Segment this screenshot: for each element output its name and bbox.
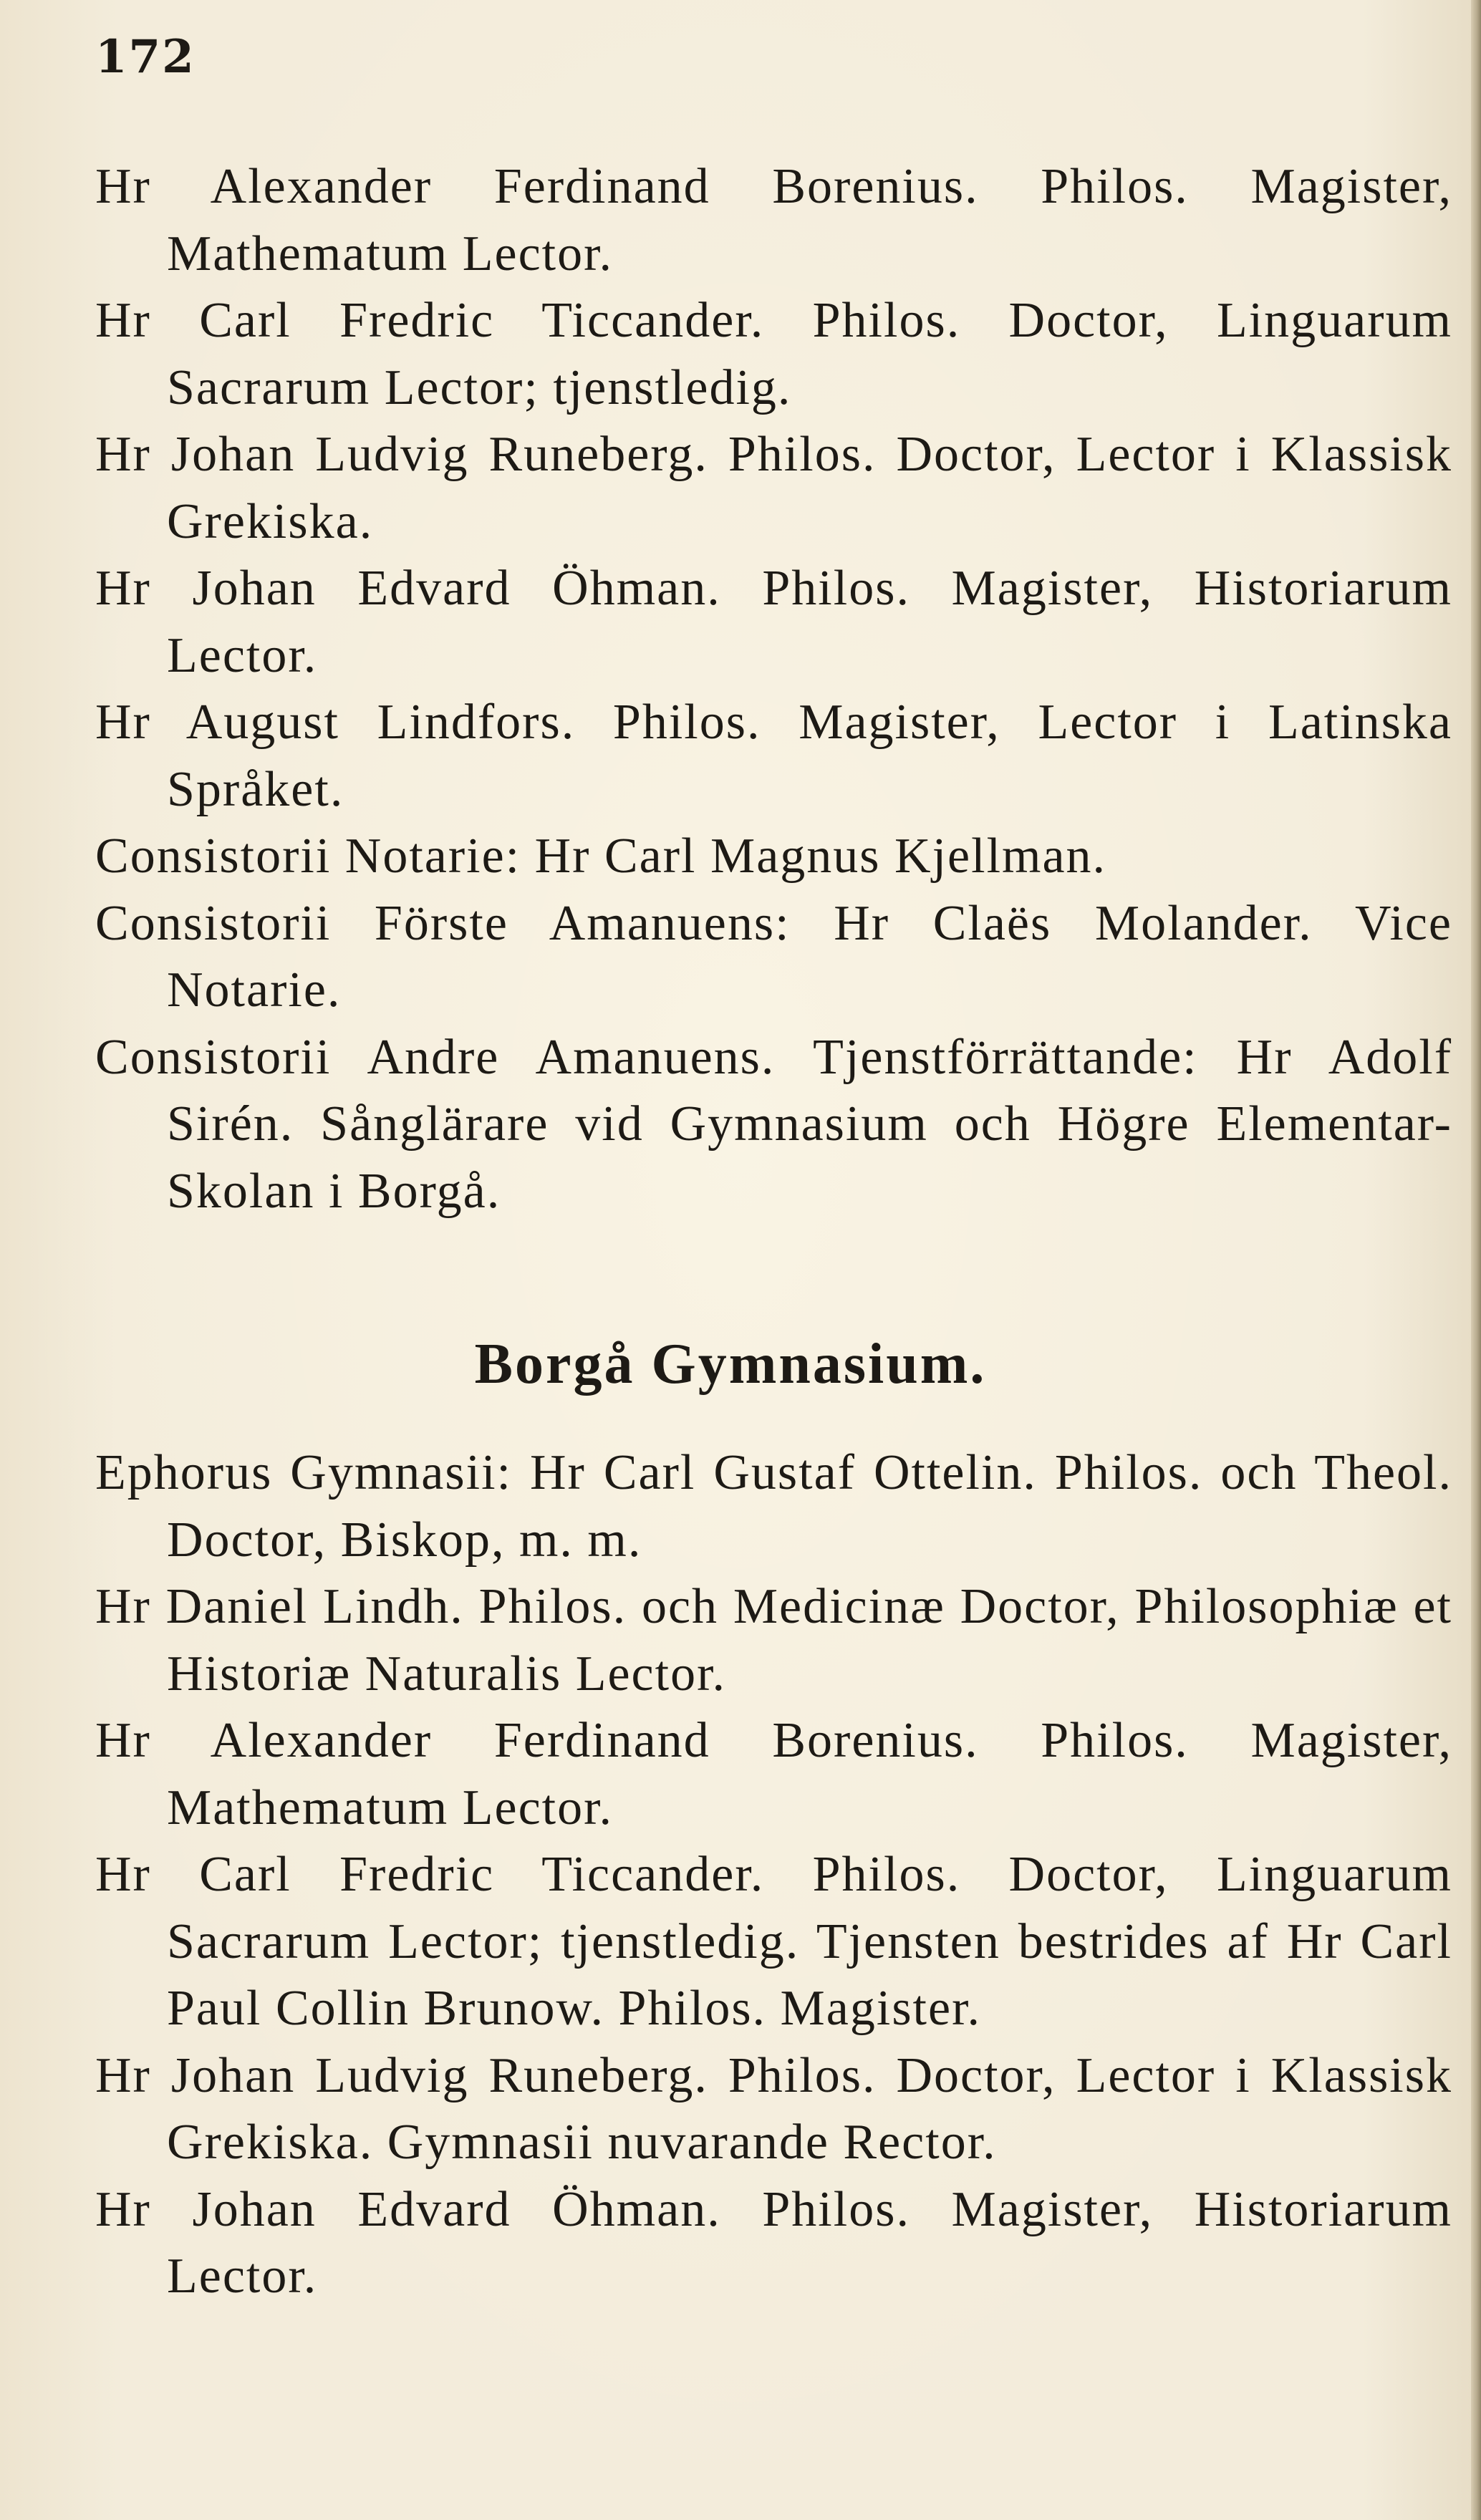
gymnasium-entry-ticcander: Hr Carl Fredric Ticcander. Philos. Doctor, Linguarum Sacrarum Lector; tjenstledig. Tjensten bestrides af Hr Carl Paul Collin Brunow. Philos. Magister. — [95, 1847, 1452, 2036]
gymnasium-list — [95, 1439, 1452, 2310]
faculty-list — [95, 153, 1452, 1225]
faculty-entry-ticcander: Hr Carl Fredric Ticcander. Philos. Doctor, Linguarum Sacrarum Lector; tjenstledig. — [95, 293, 1452, 415]
faculty-entry-borenius: Hr Alexander Ferdinand Borenius. Philos. Magister, Mathematum Lector. — [95, 159, 1452, 281]
faculty-entry-lindfors: Hr August Lindfors. Philos. Magister, Lector i Latinska Språket. — [95, 695, 1452, 817]
page-edge-shadow — [1471, 0, 1481, 2520]
faculty-entry-ohman: Hr Johan Edvard Öhman. Philos. Magister, Historiarum Lector. — [95, 561, 1452, 683]
gymnasium-entry-ephorus: Ephorus Gymnasii: Hr Carl Gustaf Ottelin. Philos. och Theol. Doctor, Biskop, m. m. — [95, 1445, 1452, 1568]
gymnasium-entry-borenius: Hr Alexander Ferdinand Borenius. Philos. Magister, Mathematum Lector. — [95, 1713, 1452, 1835]
section-heading: Borgå Gymnasium. — [474, 1333, 987, 1396]
gymnasium-entry-lindh: Hr Daniel Lindh. Philos. och Medicinæ Doctor, Philosophiæ et Historiæ Naturalis Lector. — [95, 1579, 1452, 1701]
consistorii-notarie-entry: Consistorii Notarie: Hr Carl Magnus Kjellman. — [95, 829, 1107, 884]
page-number: 172 — [95, 30, 196, 84]
consistorii-forste-amanuens-entry: Consistorii Förste Amanuens: Hr Claës Molander. Vice Notarie. — [95, 895, 1452, 1018]
consistorii-andre-amanuens-entry: Consistorii Andre Amanuens. Tjenstförrättande: Hr Adolf Sirén. Sånglärare vid Gymnasium och Högre Elementar-Skolan i Borgå. — [95, 1029, 1452, 1219]
faculty-entry-runeberg: Hr Johan Ludvig Runeberg. Philos. Doctor, Lector i Klassisk Grekiska. — [95, 427, 1452, 549]
gymnasium-entry-ohman: Hr Johan Edvard Öhman. Philos. Magister, Historiarum Lector. — [95, 2181, 1452, 2304]
gymnasium-entry-runeberg: Hr Johan Ludvig Runeberg. Philos. Doctor, Lector i Klassisk Grekiska. Gymnasii nuvarande Rector. — [95, 2047, 1452, 2170]
